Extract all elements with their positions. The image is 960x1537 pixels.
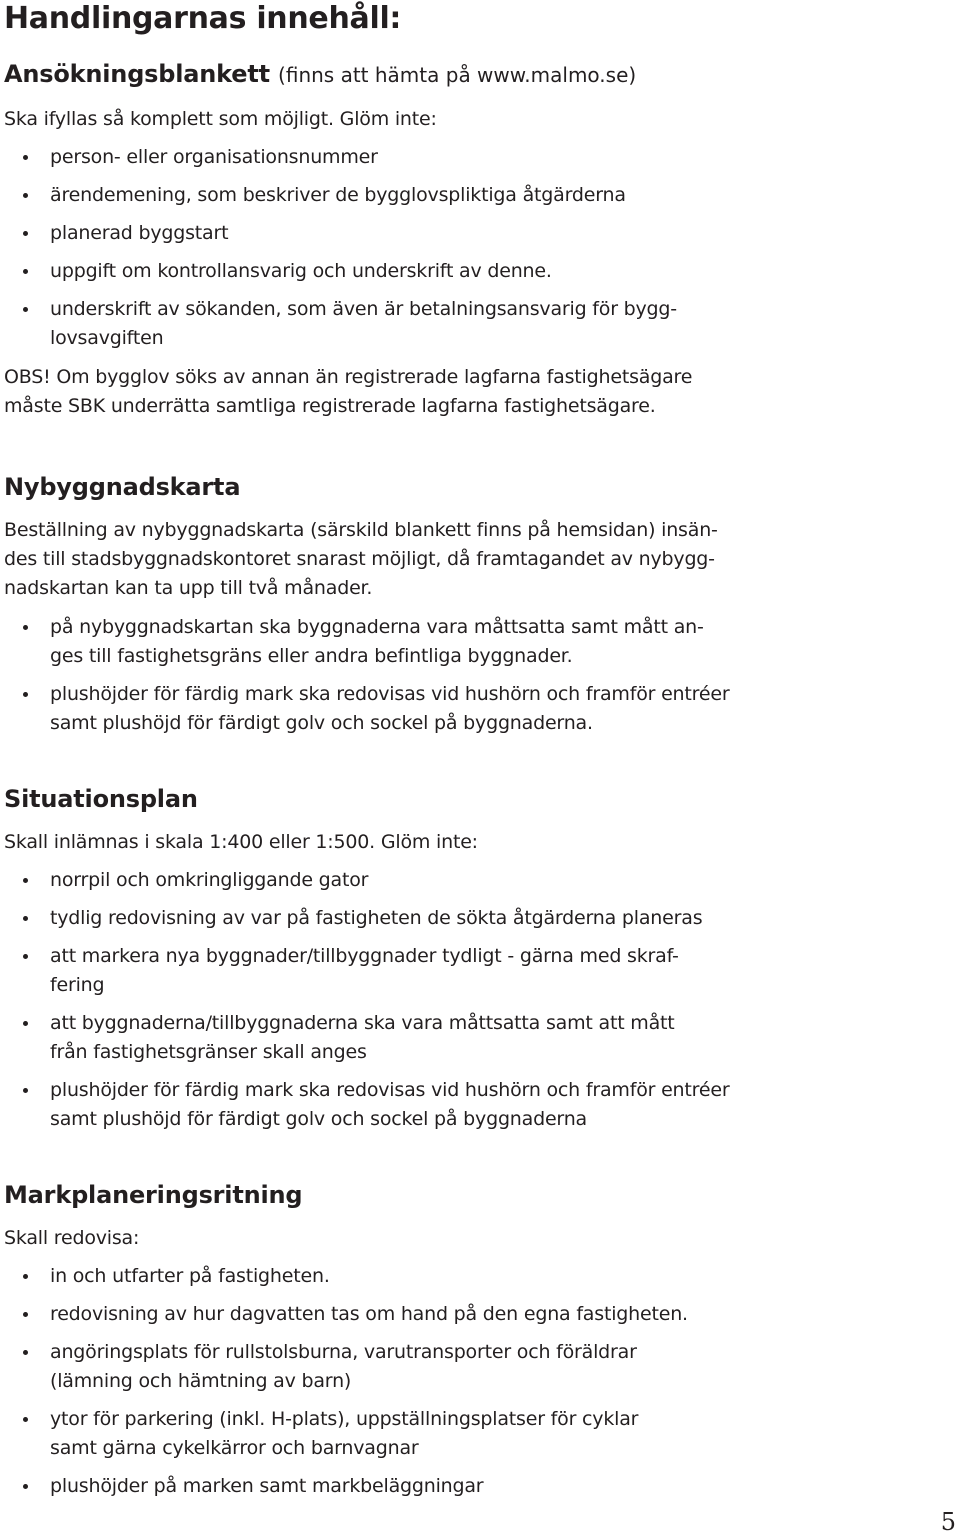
list-item: ärendemening, som beskriver de bygglovspliktiga åtgärderna (4, 181, 904, 210)
section-heading: Nybyggnadskarta (4, 473, 241, 501)
list-item: ytor för parkering (inkl. H-plats), uppställningsplatser för cyklar samt gärna cykelkärror och barnvagnar (4, 1405, 904, 1463)
section-intro: Ska ifyllas så komplett som möjligt. Glöm inte: (4, 108, 437, 130)
list-item: tydlig redovisning av var på fastigheten de sökta åtgärderna planeras (4, 904, 904, 933)
list-item: angöringsplats för rullstolsburna, varutransporter och föräldrar (lämning och hämtning av barn) (4, 1338, 904, 1396)
section-nybyggnadskarta (4, 471, 904, 738)
obs-note: OBS! Om bygglov söks av annan än registrerade lagfarna fastighetsägare måste SBK underrätta samtliga registrerade lagfarna fastighetsägare. (4, 366, 693, 417)
bullet-list (4, 613, 904, 738)
section-heading (4, 58, 904, 91)
section-heading: Situationsplan (4, 785, 198, 813)
list-item: plushöjder för färdig mark ska redovisas vid hushörn och framför entréer samt plushöjd för färdigt golv och sockel på byggnaderna. (4, 680, 904, 738)
page-number: 5 (940, 1508, 956, 1536)
section-heading-note: (finns att hämta på www.malmo.se) (278, 63, 637, 87)
list-item: uppgift om kontrollansvarig och underskrift av denne. (4, 257, 904, 286)
list-item: plushöjder för färdig mark ska redovisas vid hushörn och framför entréer samt plushöjd för färdigt golv och sockel på byggnaderna (4, 1076, 904, 1134)
section-situationsplan (4, 783, 904, 1134)
section-intro: Skall inlämnas i skala 1:400 eller 1:500. Glöm inte: (4, 831, 478, 853)
bullet-list (4, 866, 904, 1134)
page-title: Handlingarnas innehåll: (4, 1, 402, 36)
list-item: plushöjder på marken samt markbeläggningar (4, 1472, 904, 1501)
bullet-list (4, 143, 904, 353)
section-heading: Markplaneringsritning (4, 1181, 303, 1209)
list-item: redovisning av hur dagvatten tas om hand på den egna fastigheten. (4, 1300, 904, 1329)
list-item: att markera nya byggnader/tillbyggnader tydligt - gärna med skraf- fering (4, 942, 904, 1000)
bullet-list (4, 1262, 904, 1501)
list-item: på nybyggnadskartan ska byggnaderna vara måttsatta samt mått an- ges till fastighetsgräns eller andra befintliga byggnader. (4, 613, 904, 671)
list-item: person- eller organisationsnummer (4, 143, 904, 172)
list-item: att byggnaderna/tillbyggnaderna ska vara måttsatta samt att mått från fastighetsgränser skall anges (4, 1009, 904, 1067)
list-item: norrpil och omkringliggande gator (4, 866, 904, 895)
list-item: in och utfarter på fastigheten. (4, 1262, 904, 1291)
section-heading-text: Ansökningsblankett (4, 60, 270, 88)
section-intro: Skall redovisa: (4, 1227, 140, 1249)
list-item: underskrift av sökanden, som även är betalningsansvarig för bygg- lovsavgiften (4, 295, 904, 353)
section-markplaneringsritning (4, 1179, 904, 1501)
section-ansokningsblankett (4, 58, 904, 421)
section-intro: Beställning av nybyggnadskarta (särskild blankett finns på hemsidan) insän- des till stadsbyggnadskontoret snarast möjligt, då framtagandet av nybygg- nadskartan kan ta upp till två månader. (4, 519, 718, 599)
list-item: planerad byggstart (4, 219, 904, 248)
